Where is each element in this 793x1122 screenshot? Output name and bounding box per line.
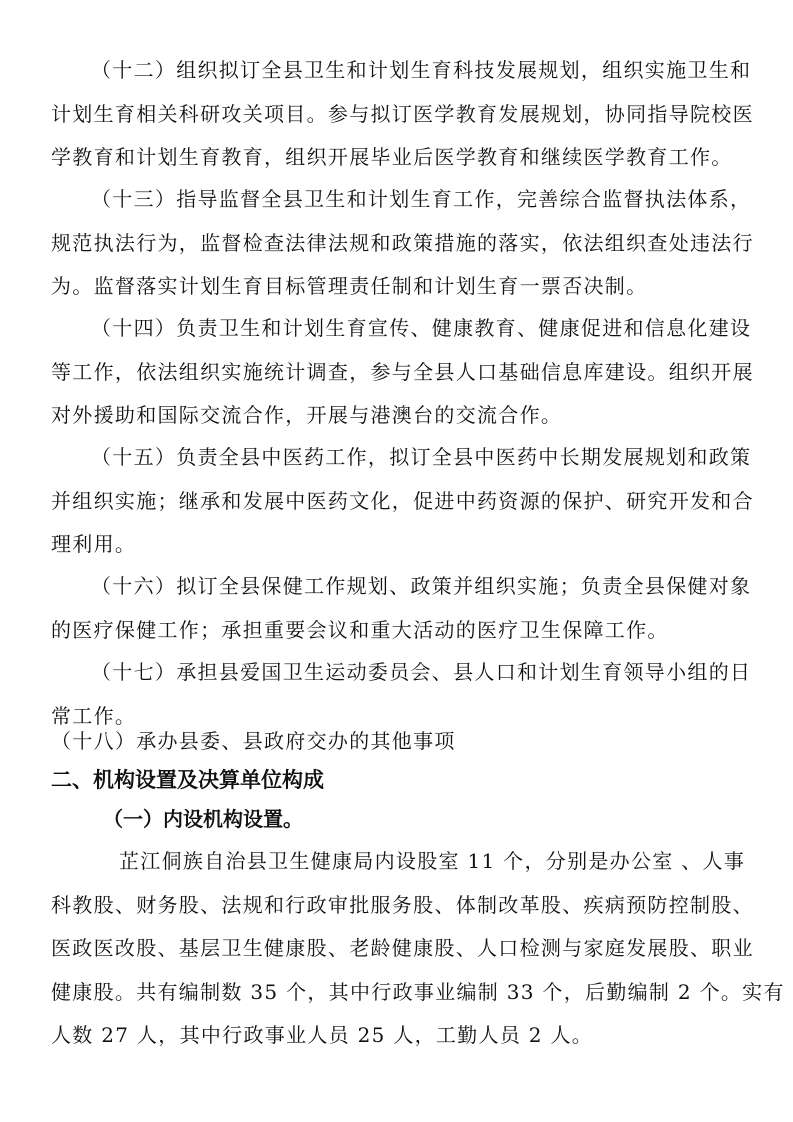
paragraph-item-12 xyxy=(51,49,754,180)
text-line: （十六）拟订全县保健工作规划、政策并组织实施；负责全县保健对象 xyxy=(91,574,752,598)
text-line: 学教育和计划生育教育，组织开展毕业后医学教育和继续医学教育工作。 xyxy=(51,145,733,169)
paragraph-item-18: （十八）承办县委、县政府交办的其他事项 xyxy=(51,729,456,753)
text-line: 健康股。共有编制数 35 个，其中行政事业编制 33 个，后勤编制 2 个。实有 xyxy=(51,979,785,1004)
text-line: 对外援助和国际交流合作，开展与港澳台的交流合作。 xyxy=(51,403,563,427)
paragraph-item-13 xyxy=(51,178,754,309)
text-line: 为。监督落实计划生育目标管理责任制和计划生育一票否决制。 xyxy=(51,274,648,298)
text-line: 人数 27 人，其中行政事业人员 25 人，工勤人员 2 人。 xyxy=(51,1023,594,1047)
text-line: （十七）承担县爱国卫生运动委员会、县人口和计划生育领导小组的日 xyxy=(91,660,752,684)
sub-heading: （一）内设机构设置。 xyxy=(103,807,303,831)
paragraph-body xyxy=(51,840,785,1058)
text-line: 并组织实施；继承和发展中医药文化，促进中药资源的保护、研究开发和合 xyxy=(51,488,754,513)
text-line: 的医疗保健工作；承担重要会议和重大活动的医疗卫生保障工作。 xyxy=(51,617,669,642)
text-line: 等工作，依法组织实施统计调查，参与全县人口基础信息库建设。组织开展 xyxy=(51,359,754,384)
text-line: （十五）负责全县中医药工作，拟订全县中医药中长期发展规划和政策 xyxy=(91,445,752,469)
paragraph-item-15 xyxy=(51,436,754,567)
section-heading: 二、机构设置及决算单位构成 xyxy=(51,768,324,792)
text-line: 计划生育相关科研攻关项目。参与拟订医学教育发展规划，协同指导院校医 xyxy=(51,101,754,126)
text-line: （十三）指导监督全县卫生和计划生育工作，完善综合监督执法体系， xyxy=(91,187,752,211)
text-line: （十二）组织拟订全县卫生和计划生育科技发展规划，组织实施卫生和 xyxy=(91,58,752,82)
text-line: （十四）负责卫生和计划生育宣传、健康教育、健康促进和信息化建设 xyxy=(91,316,752,340)
paragraph-item-14 xyxy=(51,307,754,438)
paragraph-item-16 xyxy=(51,565,752,652)
text-line: 芷江侗族自治县卫生健康局内设股室 11 个，分别是办公室 、人事 xyxy=(119,849,746,873)
text-line: 常工作。 xyxy=(51,703,137,728)
text-line: 规范执法行为，监督检查法律法规和政策措施的落实，依法组织查处违法行 xyxy=(51,230,754,255)
text-line: 科教股、财务股、法规和行政审批服务股、体制改革股、疾病预防控制股、 xyxy=(51,892,754,917)
text-line: 理利用。 xyxy=(51,532,137,556)
text-line: 医政医改股、基层卫生健康股、老龄健康股、人口检测与家庭发展股、职业 xyxy=(51,936,754,960)
